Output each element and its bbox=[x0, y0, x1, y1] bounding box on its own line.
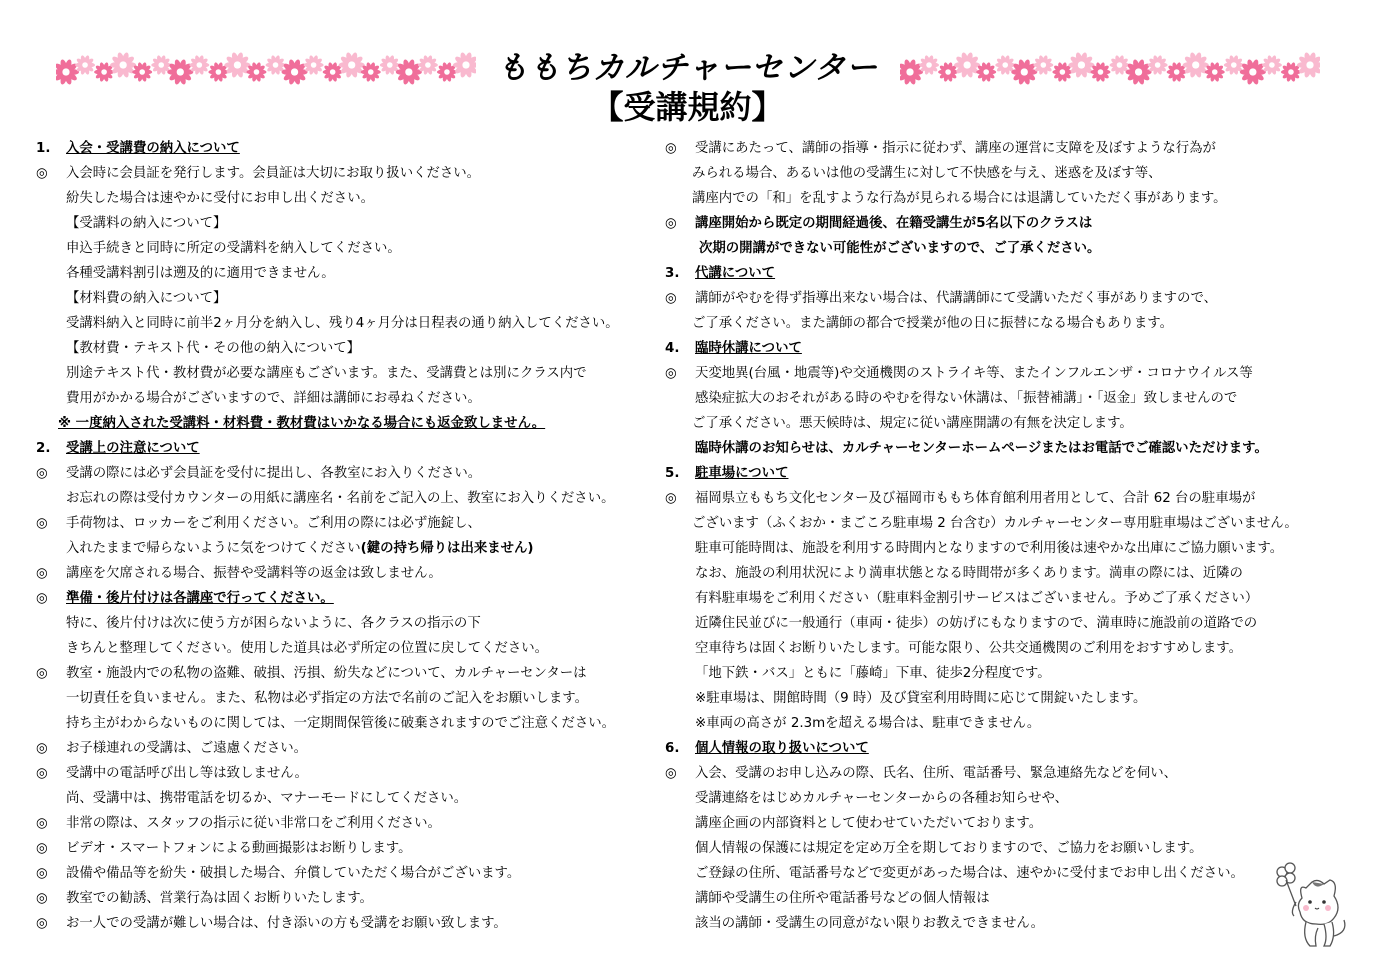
rule-line bbox=[36, 286, 641, 311]
rule-line bbox=[665, 786, 1355, 811]
rule-item bbox=[36, 561, 641, 586]
bullet-mark: ◎ bbox=[665, 216, 677, 231]
bullet-mark: ◎ bbox=[36, 741, 48, 756]
rule-text: きちんと整理してください。使用した道具は必ず所定の位置に戻してください。 bbox=[66, 641, 549, 656]
bullet-mark: ◎ bbox=[36, 566, 48, 581]
rule-line bbox=[36, 311, 641, 336]
page-header bbox=[0, 0, 1375, 130]
rule-line bbox=[665, 711, 1355, 736]
flower-border-right bbox=[900, 52, 1320, 88]
rule-text: 手荷物は、ロッカーをご利用ください。ご利用の際には必ず施錠し、 bbox=[66, 516, 481, 531]
left-column bbox=[36, 136, 641, 936]
rule-line bbox=[665, 536, 1355, 561]
rule-text: 別途テキスト代・教材費が必要な講座もございます。また、受講費とは別にクラス内で bbox=[66, 366, 587, 381]
rule-item bbox=[36, 586, 641, 611]
rule-text: 天変地異(台風・地震等)や交通機関のストライキ等、またインフルエンザ・コロナウイルス等 bbox=[695, 366, 1253, 381]
cat-with-clover-icon bbox=[1268, 858, 1350, 952]
right-column bbox=[665, 136, 1355, 936]
section-number: 5. bbox=[665, 466, 680, 481]
rule-line bbox=[36, 686, 641, 711]
rule-text: 駐車可能時間は、施設を利用する時間内となりますので利用後は速やかな出庫にご協力願います。 bbox=[695, 541, 1284, 556]
rule-item bbox=[36, 761, 641, 786]
rule-text: 申込手続きと同時に所定の受講料を納入してください。 bbox=[66, 241, 401, 256]
rule-text: お忘れの際は受付カウンターの用紙に講座名・名前をご記入の上、教室にお入りください。 bbox=[66, 491, 615, 506]
rule-text: 臨時休講について bbox=[695, 341, 802, 356]
rule-item bbox=[36, 811, 641, 836]
rule-line bbox=[665, 886, 1355, 911]
rule-text: 設備や備品等を紛失・破損した場合、弁償していただく場合がございます。 bbox=[66, 866, 521, 881]
rule-line bbox=[665, 411, 1355, 436]
rule-item bbox=[665, 361, 1355, 386]
rule-line bbox=[36, 611, 641, 636]
rule-text: 受講上の注意について bbox=[66, 441, 200, 456]
rule-text: 受講にあたって、講師の指導・指示に従わず、講座の運営に支障を及ぼすような行為が bbox=[695, 141, 1216, 156]
section-number: 2. bbox=[36, 441, 51, 456]
rule-text: ご登録の住所、電話番号などで変更があった場合は、速やかに受付までお申し出ください。 bbox=[695, 866, 1244, 881]
bullet-mark: ◎ bbox=[36, 166, 48, 181]
rule-text: 感染症拡大のおそれがある時のやむを得ない休講は、「振替補講」・「返金」致しませんので bbox=[695, 391, 1238, 406]
section-number: 4. bbox=[665, 341, 680, 356]
rule-text: 講座企画の内部資料として使わせていただいております。 bbox=[695, 816, 1043, 831]
rule-item bbox=[665, 211, 1355, 236]
bullet-mark: ◎ bbox=[665, 291, 677, 306]
rule-line bbox=[665, 186, 1355, 211]
rule-text: 個人情報の取り扱いについて bbox=[695, 741, 869, 756]
rule-line bbox=[665, 636, 1355, 661]
bullet-mark: ◎ bbox=[36, 591, 48, 606]
rule-line bbox=[665, 861, 1355, 886]
rule-text: 教室での勧誘、営業行為は固くお断りいたします。 bbox=[66, 891, 373, 906]
rule-text: 受講中の電話呼び出し等は致しません。 bbox=[66, 766, 308, 781]
bullet-mark: ◎ bbox=[36, 866, 48, 881]
rule-text: お子様連れの受講は、ご遠慮ください。 bbox=[66, 741, 308, 756]
rule-line bbox=[665, 311, 1355, 336]
rule-item bbox=[665, 761, 1355, 786]
rule-text: 個人情報の保護には規定を定め万全を期しておりますので、ご協力をお願いします。 bbox=[695, 841, 1203, 856]
bullet-mark: ◎ bbox=[36, 766, 48, 781]
rule-text: 持ち主がわからないものに関しては、一定期間保管後に破棄されますのでご注意ください。 bbox=[66, 716, 616, 731]
rule-line bbox=[36, 786, 641, 811]
rule-line bbox=[665, 386, 1355, 411]
rule-text: 講座開始から既定の期間経過後、在籍受講生が5名以下のクラスは bbox=[695, 216, 1093, 231]
rule-line bbox=[36, 361, 641, 386]
rule-text: 受講料納入と同時に前半2ヶ月分を納入し、残り4ヶ月分は日程表の通り納入してください。 bbox=[66, 316, 619, 331]
rule-item bbox=[665, 286, 1355, 311]
rule-item bbox=[36, 461, 641, 486]
rule-text-bold: (鍵の持ち帰りは出来ません) bbox=[360, 541, 534, 556]
rule-item bbox=[665, 486, 1355, 511]
rule-text: 教室・施設内での私物の盗難、破損、汚損、紛失などについて、カルチャーセンターは bbox=[66, 666, 587, 681]
rule-text: 有料駐車場をご利用ください（駐車料金割引サービスはございません。予めご了承ください） bbox=[695, 591, 1259, 606]
bullet-mark: ◎ bbox=[665, 366, 677, 381]
rule-line bbox=[36, 386, 641, 411]
rule-text: 【受講料の納入について】 bbox=[66, 216, 227, 231]
rule-line bbox=[36, 636, 641, 661]
rule-item bbox=[36, 161, 641, 186]
rule-line bbox=[36, 236, 641, 261]
rule-text: 入会、受講のお申し込みの際、氏名、住所、電話番号、緊急連絡先などを伺い、 bbox=[695, 766, 1178, 781]
section-heading bbox=[665, 736, 1355, 761]
rule-text: 入会時に会員証を発行します。会員証は大切にお取り扱いください。 bbox=[66, 166, 481, 181]
rule-text: 駐車場について bbox=[695, 466, 789, 481]
rule-line bbox=[36, 336, 641, 361]
section-heading bbox=[36, 436, 641, 461]
rule-text: ご了承ください。悪天候時は、規定に従い講座開講の有無を決定します。 bbox=[692, 416, 1133, 431]
rule-item bbox=[36, 886, 641, 911]
rule-text: 講座内での「和」を乱すような行為が見られる場合には退講していただく事があります。 bbox=[692, 191, 1227, 206]
rule-text: 該当の講師・受講生の同意がない限りお教えできません。 bbox=[695, 916, 1044, 931]
rule-line bbox=[665, 911, 1355, 936]
rule-line bbox=[36, 261, 641, 286]
rule-text: 紛失した場合は速やかに受付にお申し出ください。 bbox=[66, 191, 374, 206]
rule-text: ※車両の高さが 2.3mを超える場合は、駐車できません。 bbox=[695, 716, 1041, 731]
rule-text: 各種受講料割引は遡及的に適用できません。 bbox=[66, 266, 335, 281]
rule-text: ございます（ふくおか・まごころ駐車場 2 台含む）カルチャーセンター専用駐車場はございません。 bbox=[692, 516, 1298, 531]
rule-text: 一切責任を負いません。また、私物は必ず指定の方法で名前のご記入をお願いします。 bbox=[66, 691, 588, 706]
section-heading bbox=[665, 336, 1355, 361]
rule-text: みられる場合、あるいは他の受講生に対して不快感を与え、迷惑を及ぼす等、 bbox=[692, 166, 1162, 181]
center-name: ももちカルチャーセンター bbox=[496, 50, 879, 86]
bullet-mark: ◎ bbox=[36, 841, 48, 856]
rule-line bbox=[665, 511, 1355, 536]
rule-text: 臨時休講のお知らせは、カルチャーセンターホームページまたはお電話でご確認いただけます。 bbox=[695, 441, 1268, 456]
rule-text: 次期の開講ができない可能性がございますので、ご了承ください。 bbox=[699, 241, 1101, 256]
rule-item bbox=[36, 511, 641, 536]
section-number: 3. bbox=[665, 266, 680, 281]
rule-line bbox=[36, 211, 641, 236]
rule-text: 講座を欠席される場合、振替や受講料等の返金は致しません。 bbox=[66, 566, 442, 581]
rule-line bbox=[36, 711, 641, 736]
rule-text: 受講の際には必ず会員証を受付に提出し、各教室にお入りください。 bbox=[66, 466, 482, 481]
bullet-mark: ◎ bbox=[36, 466, 48, 481]
rule-item bbox=[36, 861, 641, 886]
rule-line bbox=[665, 161, 1355, 186]
rule-text: 講師がやむを得ず指導出来ない場合は、代講講師にて受講いただく事がありますので、 bbox=[695, 291, 1217, 306]
rule-text: 受講連絡をはじめカルチャーセンターからの各種お知らせや、 bbox=[695, 791, 1069, 806]
rule-line bbox=[665, 236, 1355, 261]
rule-text: なお、施設の利用状況により満車状態となる時間帯が多くあります。満車の際には、近隣の bbox=[695, 566, 1243, 581]
rule-line bbox=[36, 186, 641, 211]
bullet-mark: ◎ bbox=[36, 516, 48, 531]
rule-line bbox=[665, 686, 1355, 711]
page-title: 【受講規約】 bbox=[591, 88, 784, 126]
rule-text: ※ 一度納入された受講料・材料費・教材費はいかなる場合にも返金致しません。 bbox=[58, 416, 546, 431]
section-heading bbox=[665, 261, 1355, 286]
rule-line bbox=[665, 436, 1355, 461]
rule-line bbox=[36, 411, 641, 436]
rule-text: 費用がかかる場合がございますので、詳細は講師にお尋ねください。 bbox=[66, 391, 481, 406]
rule-text: 【材料費の納入について】 bbox=[66, 291, 227, 306]
rule-text: 非常の際は、スタッフの指示に従い非常口をご利用ください。 bbox=[66, 816, 441, 831]
flower-border-left bbox=[56, 52, 476, 88]
rule-text: 入会・受講費の納入について bbox=[66, 141, 240, 156]
rule-text: お一人での受講が難しい場合は、付き添いの方も受講をお願い致します。 bbox=[66, 916, 507, 931]
rule-line bbox=[665, 586, 1355, 611]
bullet-mark: ◎ bbox=[665, 491, 677, 506]
rule-line bbox=[665, 811, 1355, 836]
rule-text: 代講について bbox=[695, 266, 776, 281]
rule-text: 【教材費・テキスト代・その他の納入について】 bbox=[66, 341, 361, 356]
rule-text: ビデオ・スマートフォンによる動画撮影はお断りします。 bbox=[66, 841, 412, 856]
rule-item bbox=[36, 736, 641, 761]
section-number: 6. bbox=[665, 741, 680, 756]
bullet-mark: ◎ bbox=[36, 816, 48, 831]
rule-text: ご了承ください。また講師の都合で授業が他の日に振替になる場合もあります。 bbox=[692, 316, 1173, 331]
rule-text: 「地下鉄・バス」ともに「藤崎」下車、徒歩2分程度です。 bbox=[695, 666, 1051, 681]
rule-item bbox=[665, 136, 1355, 161]
rule-line bbox=[665, 661, 1355, 686]
rule-text: 尚、受講中は、携帯電話を切るか、マナーモードにしてください。 bbox=[66, 791, 468, 806]
rule-line bbox=[665, 611, 1355, 636]
rule-text: 準備・後片付けは各講座で行ってください。 bbox=[66, 591, 334, 606]
bullet-mark: ◎ bbox=[665, 141, 677, 156]
rule-text: 空車待ちは固くお断りいたします。可能な限り、公共交通機関のご利用をおすすめします。 bbox=[695, 641, 1243, 656]
bullet-mark: ◎ bbox=[36, 666, 48, 681]
rule-item bbox=[36, 911, 641, 936]
rule-line bbox=[36, 536, 641, 561]
rule-line bbox=[36, 486, 641, 511]
rule-item bbox=[36, 661, 641, 686]
section-heading bbox=[665, 461, 1355, 486]
rule-text: 近隣住民並びに一般通行（車両・徒歩）の妨げにもなりますので、満車時に施設前の道路での bbox=[695, 616, 1258, 631]
rule-text: 福岡県立ももち文化センター及び福岡市ももち体育館利用者用として、合計 62 台の駐車場が bbox=[695, 491, 1256, 506]
rule-text: ※駐車場は、開館時間（9 時）及び貸室利用時間に応じて開錠いたします。 bbox=[695, 691, 1147, 706]
bullet-mark: ◎ bbox=[36, 916, 48, 931]
rule-line bbox=[665, 836, 1355, 861]
bullet-mark: ◎ bbox=[665, 766, 677, 781]
rule-text: 講師や受講生の住所や電話番号などの個人情報は bbox=[695, 891, 990, 906]
bullet-mark: ◎ bbox=[36, 891, 48, 906]
rule-item bbox=[36, 836, 641, 861]
rule-text: 入れたままで帰らないように気をつけてください(鍵の持ち帰りは出来ません) bbox=[66, 541, 534, 556]
rule-line bbox=[665, 561, 1355, 586]
section-number: 1. bbox=[36, 141, 51, 156]
section-heading bbox=[36, 136, 641, 161]
rule-text: 特に、後片付けは次に使う方が困らないように、各クラスの指示の下 bbox=[66, 616, 481, 631]
